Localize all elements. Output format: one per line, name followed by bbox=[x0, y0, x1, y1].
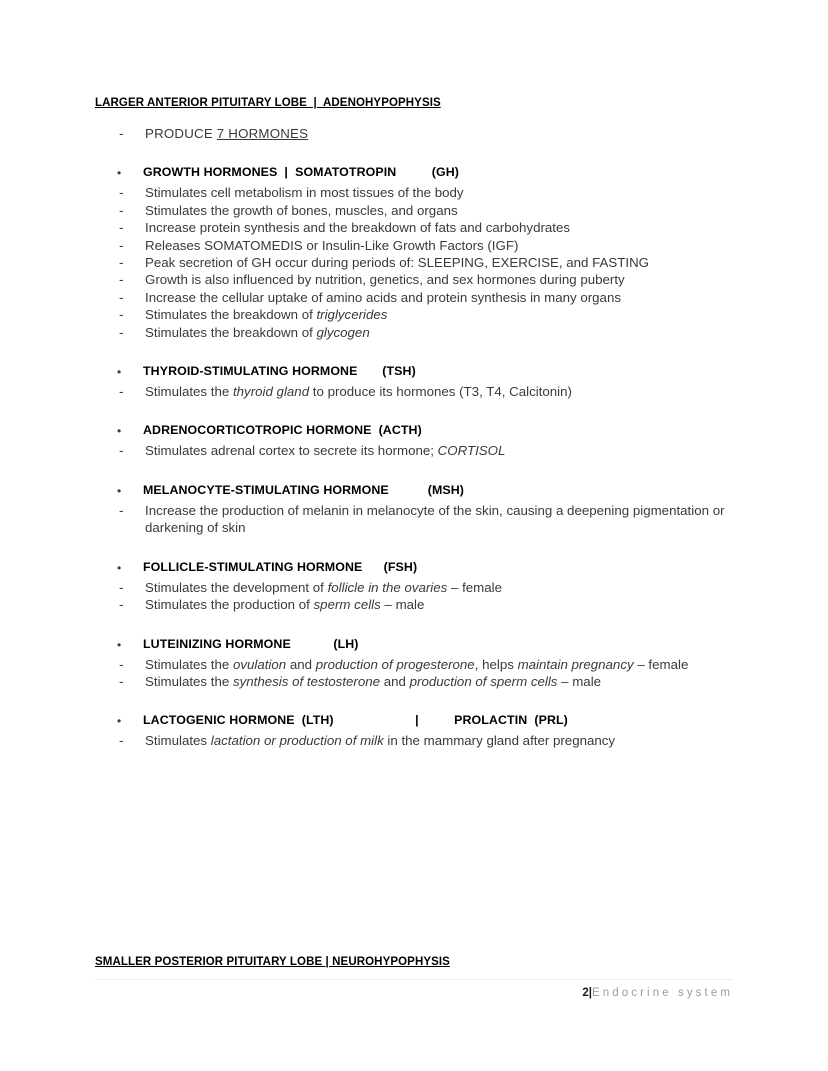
list-item bbox=[95, 324, 735, 341]
plain-text: – male bbox=[557, 673, 602, 689]
plain-text: – female bbox=[447, 579, 503, 595]
emphasis-text: lactation or production of milk bbox=[210, 733, 384, 749]
hormone-group-melanocyte-stimulating-hormone bbox=[95, 482, 735, 537]
list-item bbox=[95, 289, 735, 306]
footer-text bbox=[95, 987, 733, 999]
plain-text: and bbox=[286, 656, 316, 672]
dash-marker-icon: - bbox=[119, 443, 124, 459]
footer-page-number: 2 bbox=[582, 987, 589, 999]
emphasis-text: follicle in the ovaries bbox=[327, 579, 448, 595]
hormone-heading-row bbox=[95, 422, 735, 440]
list-item bbox=[95, 442, 735, 459]
emphasis-text: sperm cells bbox=[313, 597, 381, 613]
list-item-text bbox=[145, 184, 735, 201]
hormone-heading-label: THYROID-STIMULATING HORMONE (TSH) bbox=[143, 364, 416, 379]
list-item bbox=[95, 656, 735, 673]
list-item-text bbox=[145, 732, 735, 749]
hormone-heading-row bbox=[95, 559, 735, 577]
hormone-list bbox=[95, 164, 735, 749]
plain-text: Stimulates cell metabolism in most tissues of the body bbox=[145, 185, 464, 201]
list-item-text bbox=[145, 254, 735, 271]
dash-marker-icon: - bbox=[119, 220, 124, 236]
hormone-group-thyroid-stimulating-hormone bbox=[95, 363, 735, 400]
plain-text: Increase the production of melanin in melanocyte of the skin, causing a deepening pigmentation or darkening of skin bbox=[145, 502, 725, 536]
plain-text: and bbox=[380, 673, 410, 689]
plain-text: – male bbox=[380, 597, 425, 613]
dash-marker-icon: - bbox=[119, 579, 124, 595]
plain-text: , helps bbox=[474, 656, 518, 672]
hormone-heading-row bbox=[95, 712, 735, 730]
plain-text: Peak secretion of GH occur during periods of: SLEEPING, EXERCISE, and FASTING bbox=[145, 255, 650, 271]
bottom-heading-wrapper bbox=[95, 955, 450, 970]
plain-text: Stimulates the breakdown of bbox=[145, 324, 317, 340]
hormone-group-follicle-stimulating-hormone bbox=[95, 559, 735, 614]
plain-text: Stimulates the bbox=[145, 673, 233, 689]
bullet-marker-icon: • bbox=[117, 424, 122, 439]
plain-text: Stimulates the growth of bones, muscles, and organs bbox=[145, 202, 458, 218]
list-item-text bbox=[145, 289, 735, 306]
dash-marker-icon: - bbox=[119, 126, 124, 141]
bullet-marker-icon: • bbox=[117, 483, 122, 498]
list-item bbox=[95, 125, 735, 142]
dash-marker-icon: - bbox=[119, 502, 124, 518]
list-item bbox=[95, 383, 735, 400]
plain-text: Increase the cellular uptake of amino acids and protein synthesis in many organs bbox=[145, 289, 622, 305]
list-item-text bbox=[145, 271, 735, 288]
emphasis-text: production of progesterone bbox=[315, 656, 475, 672]
bullet-marker-icon: • bbox=[117, 637, 122, 652]
dash-marker-icon: - bbox=[119, 307, 124, 323]
list-item bbox=[95, 271, 735, 288]
hormone-group-lactogenic-hormone bbox=[95, 712, 735, 749]
dash-marker-icon: - bbox=[119, 289, 124, 305]
dash-marker-icon: - bbox=[119, 185, 124, 201]
emphasis-text: glycogen bbox=[316, 324, 370, 340]
hormone-heading-label: MELANOCYTE-STIMULATING HORMONE (MSH) bbox=[143, 482, 465, 497]
list-item-text bbox=[145, 219, 735, 236]
list-item bbox=[95, 237, 735, 254]
plain-text: – female bbox=[633, 656, 689, 672]
dash-marker-icon: - bbox=[119, 272, 124, 288]
footer-divider bbox=[95, 979, 733, 980]
emphasis-text: production of sperm cells bbox=[409, 673, 558, 689]
section-heading-anterior-pituitary: LARGER ANTERIOR PITUITARY LOBE | ADENOHYPOPHYSIS bbox=[95, 97, 441, 109]
emphasis-text: CORTISOL bbox=[437, 443, 506, 459]
footer-document-title: Endocrine system bbox=[592, 987, 733, 999]
plain-text: Stimulates the bbox=[145, 384, 233, 400]
emphasis-text: triglycerides bbox=[316, 307, 388, 323]
list-item bbox=[95, 306, 735, 323]
dash-marker-icon: - bbox=[119, 733, 124, 749]
bullet-marker-icon: • bbox=[117, 714, 122, 729]
list-item-text bbox=[145, 324, 735, 341]
list-item bbox=[95, 732, 735, 749]
plain-text: Releases SOMATOMEDIS or Insulin-Like Growth Factors (IGF) bbox=[145, 237, 519, 253]
emphasis-text: thyroid gland bbox=[232, 384, 310, 400]
hormone-group-growth-hormone bbox=[95, 164, 735, 341]
list-item bbox=[95, 219, 735, 236]
emphasis-text: synthesis of testosterone bbox=[232, 673, 381, 689]
hormone-heading-label: LACTOGENIC HORMONE (LTH) | PROLACTIN (PRL) bbox=[143, 713, 568, 728]
list-item bbox=[95, 184, 735, 201]
dash-marker-icon: - bbox=[119, 202, 124, 218]
hormone-heading-label: GROWTH HORMONES | SOMATOTROPIN (GH) bbox=[143, 165, 459, 180]
plain-text: Stimulates the breakdown of bbox=[145, 307, 317, 323]
plain-text: Stimulates the development of bbox=[145, 579, 328, 595]
dash-marker-icon: - bbox=[119, 597, 124, 613]
list-item bbox=[95, 579, 735, 596]
list-item-text bbox=[145, 673, 735, 690]
bullet-marker-icon: • bbox=[117, 365, 122, 380]
list-item bbox=[95, 254, 735, 271]
emphasis-text: maintain pregnancy bbox=[517, 656, 634, 672]
intro-block bbox=[95, 125, 735, 142]
hormone-heading-row bbox=[95, 363, 735, 381]
document-body bbox=[95, 96, 735, 750]
list-item-text bbox=[145, 442, 735, 459]
list-item-text bbox=[145, 383, 735, 400]
plain-text: Growth is also influenced by nutrition, genetics, and sex hormones during puberty bbox=[145, 272, 625, 288]
hormone-group-adrenocorticotropic-hormone bbox=[95, 422, 735, 459]
page-footer bbox=[95, 979, 733, 999]
bullet-marker-icon: • bbox=[117, 166, 122, 181]
intro-underlined: 7 HORMONES bbox=[216, 126, 309, 141]
intro-produce-text bbox=[145, 125, 308, 142]
hormone-heading-label: LUTEINIZING HORMONE (LH) bbox=[143, 636, 359, 651]
list-item-text bbox=[145, 502, 735, 537]
plain-text: Stimulates the bbox=[145, 656, 233, 672]
list-item-text bbox=[145, 306, 735, 323]
dash-marker-icon: - bbox=[119, 656, 124, 672]
hormone-group-luteinizing-hormone bbox=[95, 636, 735, 691]
list-item-text bbox=[145, 596, 735, 613]
plain-text: Increase protein synthesis and the breakdown of fats and carbohydrates bbox=[145, 220, 571, 236]
hormone-heading-label: ADRENOCORTICOTROPIC HORMONE (ACTH) bbox=[143, 423, 422, 438]
emphasis-text: ovulation bbox=[232, 656, 287, 672]
list-item bbox=[95, 596, 735, 613]
hormone-heading-row bbox=[95, 482, 735, 500]
footer-separator: | bbox=[588, 987, 592, 999]
section-heading-posterior-pituitary: SMALLER POSTERIOR PITUITARY LOBE | NEUROHYPOPHYSIS bbox=[95, 956, 450, 968]
plain-text: Stimulates adrenal cortex to secrete its hormone; bbox=[145, 443, 438, 459]
intro-prefix: PRODUCE bbox=[145, 126, 217, 141]
list-item-text bbox=[145, 579, 735, 596]
bullet-marker-icon: • bbox=[117, 560, 122, 575]
dash-marker-icon: - bbox=[119, 673, 124, 689]
plain-text: to produce its hormones (T3, T4, Calcitonin) bbox=[309, 384, 572, 400]
dash-marker-icon: - bbox=[119, 324, 124, 340]
plain-text: Stimulates the production of bbox=[145, 597, 314, 613]
list-item bbox=[95, 202, 735, 219]
plain-text: in the mammary gland after pregnancy bbox=[383, 733, 616, 749]
list-item bbox=[95, 673, 735, 690]
plain-text: Stimulates bbox=[145, 733, 211, 749]
dash-marker-icon: - bbox=[119, 384, 124, 400]
dash-marker-icon: - bbox=[119, 255, 124, 271]
hormone-heading-row bbox=[95, 164, 735, 182]
dash-marker-icon: - bbox=[119, 237, 124, 253]
list-item-text bbox=[145, 237, 735, 254]
hormone-heading-row bbox=[95, 636, 735, 654]
list-item-text bbox=[145, 656, 735, 673]
hormone-heading-label: FOLLICLE-STIMULATING HORMONE (FSH) bbox=[143, 559, 418, 574]
list-item-text bbox=[145, 202, 735, 219]
list-item bbox=[95, 502, 735, 537]
